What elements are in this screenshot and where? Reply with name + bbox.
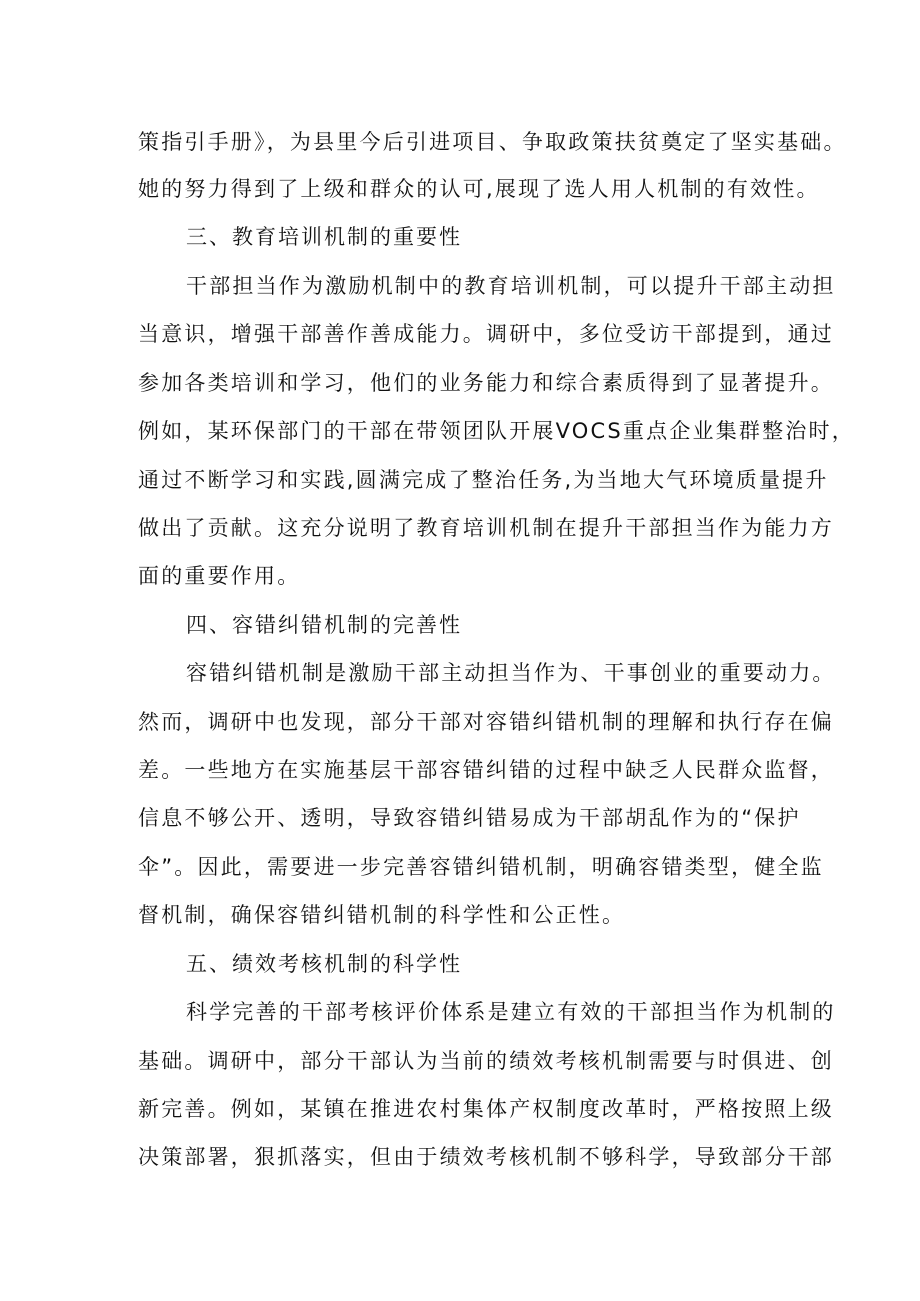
paragraph-line: 基础。调研中，部分干部认为当前的绩效考核机制需要与时俱进、创 <box>138 1049 834 1073</box>
paragraph-line: 做出了贡献。这充分说明了教育培训机制在提升干部担当作为能力方 <box>138 516 834 540</box>
paragraph-line: 参加各类培训和学习，他们的业务能力和综合素质得到了显著提升。 <box>138 371 834 395</box>
paragraph-line: 策指引手册》，为县里今后引进项目、争取政策扶贫奠定了坚实基础。 <box>138 130 847 154</box>
section-heading-5: 五、绩效考核机制的科学性 <box>186 952 462 976</box>
paragraph-line: 新完善。例如，某镇在推进农村集体产权制度改革时，严格按照上级 <box>138 1097 834 1121</box>
paragraph-line: 面的重要作用。 <box>138 564 301 588</box>
paragraph-line: 她的努力得到了上级和群众的认可,展现了选人用人机制的有效性。 <box>138 177 820 201</box>
paragraph-line: 干部担当作为激励机制中的教育培训机制，可以提升干部主动担 <box>186 274 836 298</box>
paragraph-line: 科学完善的干部考核评价体系是建立有效的干部担当作为机制的 <box>186 1000 836 1024</box>
paragraph-line: 容错纠错机制是激励干部主动担当作为、干事创业的重要动力。 <box>186 661 836 685</box>
paragraph-line: 然而，调研中也发现，部分干部对容错纠错机制的理解和执行存在偏 <box>138 710 834 734</box>
paragraph-line: 决策部署，狠抓落实，但由于绩效考核机制不够科学，导致部分干部 <box>138 1145 834 1169</box>
paragraph-line: 差。一些地方在实施基层干部容错纠错的过程中缺乏人民群众监督， <box>138 758 834 782</box>
paragraph-line: 督机制，确保容错纠错机制的科学性和公正性。 <box>138 903 626 927</box>
section-heading-4: 四、容错纠错机制的完善性 <box>186 613 462 637</box>
paragraph-line: 例如，某环保部门的干部在带领团队开展VOCS重点企业集群整治时， <box>138 419 855 443</box>
paragraph-line: 通过不断学习和实践,圆满完成了整治任务,为当地大气环境质量提升 <box>138 468 829 492</box>
paragraph-line: 当意识，增强干部善作善成能力。调研中，多位受访干部提到，通过 <box>138 322 834 346</box>
section-heading-3: 三、教育培训机制的重要性 <box>186 225 462 249</box>
paragraph-line: 伞”。因此，需要进一步完善容错纠错机制，明确容错类型，健全监 <box>138 855 824 879</box>
paragraph-line: 信息不够公开、透明，导致容错纠错易成为干部胡乱作为的“保护 <box>138 806 801 830</box>
